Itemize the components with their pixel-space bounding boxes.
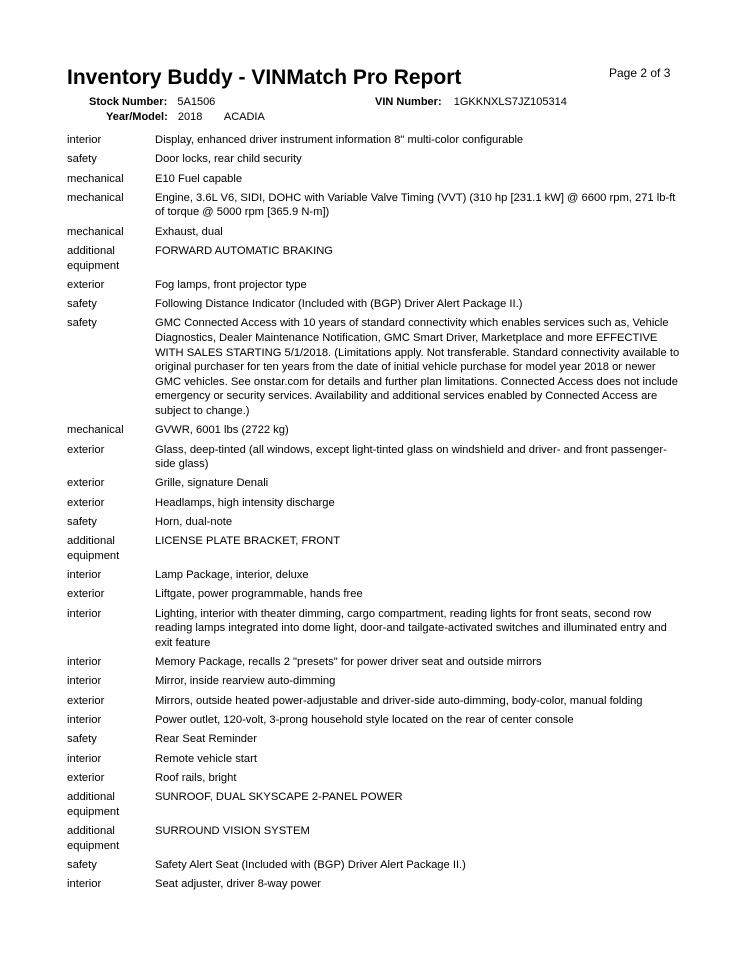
equipment-description: GMC Connected Access with 10 years of standard connectivity which enables services such as, Vehicle Diagnostics, Dealer Maintenance Notification, GMC Smart Driver, Marketplace and more EFFECTIVE WITH SALES STARTING 5/1/2018. (Limitations apply. Not transferable. Standard connectivity available to original purchaser for ten years from the date of initial vehicle purchase for model year 2018 or newer GMC vehicles. See onstar.com for details and further plan limitations. Connected Access does not include emergency or security services. Availability and additional services enabled by Connected Access are subject to change.) (155, 317, 680, 417)
equipment-description: Seat adjuster, driver 8-way power (155, 878, 322, 891)
page-number: Page 2 of 3 (609, 66, 671, 80)
equipment-description: FORWARD AUTOMATIC BRAKING (155, 245, 333, 257)
equipment-row (67, 655, 682, 670)
equipment-description: Rear Seat Reminder (155, 733, 257, 746)
equipment-description: LICENSE PLATE BRACKET, FRONT (155, 535, 341, 548)
equipment-category: safety (67, 317, 97, 330)
equipment-category: mechanical (67, 191, 124, 204)
equipment-row (67, 534, 682, 563)
vin-number-field (375, 95, 567, 109)
equipment-row (67, 713, 682, 728)
equipment-description: Horn, dual-note (155, 516, 233, 528)
equipment-row (67, 877, 682, 892)
equipment-category: interior (67, 878, 102, 891)
equipment-description: E10 Fuel capable (155, 172, 243, 185)
vin-number-label: VIN Number: (375, 96, 442, 108)
equipment-row (67, 824, 682, 853)
equipment-category: additional equipment (67, 825, 120, 852)
vin-number-value: 1GKKNXLS7JZ105314 (453, 96, 567, 108)
equipment-category: exterior (67, 443, 105, 456)
equipment-description: Exhaust, dual (155, 225, 223, 238)
equipment-description: Grille, signature Denali (155, 477, 269, 490)
year-value: 2018 (177, 111, 203, 123)
equipment-description: Mirrors, outside heated power-adjustable and driver-side auto-dimming, body-color, manual folding (155, 694, 643, 707)
equipment-category: additional equipment (67, 535, 120, 562)
equipment-description: Mirror, inside rearview auto-dimming (155, 675, 336, 688)
equipment-list (67, 133, 682, 896)
stock-number-label: Stock Number: (89, 96, 168, 108)
equipment-category: interior (67, 569, 102, 582)
equipment-description: Roof rails, bright (155, 771, 237, 784)
year-model-field (106, 110, 265, 124)
equipment-category: interior (67, 675, 102, 688)
equipment-category: exterior (67, 278, 105, 291)
equipment-description: Following Distance Indicator (Included with (BGP) Driver Alert Package II.) (155, 298, 523, 311)
equipment-row (67, 752, 682, 767)
equipment-row (67, 515, 682, 530)
equipment-category: mechanical (67, 225, 124, 238)
equipment-category: interior (67, 714, 102, 727)
equipment-row (67, 297, 682, 312)
equipment-description: SUNROOF, DUAL SKYSCAPE 2-PANEL POWER (155, 791, 403, 804)
equipment-description: GVWR, 6001 lbs (2722 kg) (155, 424, 289, 437)
equipment-row (67, 858, 682, 873)
equipment-category: exterior (67, 496, 105, 509)
equipment-row (67, 133, 682, 148)
equipment-row (67, 496, 682, 511)
equipment-category: interior (67, 134, 102, 146)
equipment-category: interior (67, 656, 102, 669)
equipment-row (67, 587, 682, 602)
equipment-category: interior (67, 752, 102, 765)
stock-number-value: 5A1506 (177, 96, 216, 108)
equipment-category: exterior (67, 771, 105, 784)
equipment-row (67, 607, 682, 651)
equipment-category: exterior (67, 694, 105, 707)
equipment-row (67, 790, 682, 819)
equipment-row (67, 225, 682, 240)
year-model-label: Year/Model: (106, 111, 168, 123)
equipment-description: Power outlet, 120-volt, 3-prong household style located on the rear of center console (155, 714, 574, 727)
equipment-category: safety (67, 858, 97, 871)
equipment-description: Lamp Package, interior, deluxe (155, 569, 309, 582)
equipment-row (67, 732, 682, 747)
report-title: Inventory Buddy - VINMatch Pro Report (67, 66, 462, 89)
equipment-row (67, 674, 682, 689)
equipment-description: Headlamps, high intensity discharge (155, 496, 335, 509)
equipment-category: additional equipment (67, 791, 120, 818)
equipment-row (67, 191, 682, 220)
equipment-row (67, 244, 682, 273)
model-value: ACADIA (223, 111, 265, 123)
equipment-category: safety (67, 516, 97, 528)
equipment-row (67, 443, 682, 472)
equipment-category: mechanical (67, 172, 124, 185)
equipment-category: exterior (67, 588, 105, 601)
equipment-description: Display, enhanced driver instrument information 8" multi-color configurable (155, 134, 524, 146)
stock-number-field (89, 95, 215, 109)
equipment-description: Remote vehicle start (155, 752, 257, 765)
equipment-category: additional equipment (67, 245, 120, 272)
equipment-description: Lighting, interior with theater dimming, cargo compartment, reading lights for front seats, second row reading lamps integrated into dome light, door-and tailgate-activated switches and illuminated entry and exit feature (155, 607, 667, 649)
equipment-row (67, 316, 682, 418)
equipment-category: safety (67, 298, 97, 311)
equipment-description: Liftgate, power programmable, hands free (155, 588, 363, 601)
equipment-category: mechanical (67, 424, 124, 437)
equipment-row (67, 172, 682, 187)
equipment-row (67, 278, 682, 293)
equipment-row (67, 423, 682, 438)
equipment-category: interior (67, 607, 102, 620)
equipment-row (67, 476, 682, 491)
equipment-row (67, 694, 682, 709)
equipment-category: exterior (67, 477, 105, 490)
equipment-description: Memory Package, recalls 2 "presets" for power driver seat and outside mirrors (155, 656, 542, 669)
equipment-category: safety (67, 153, 97, 166)
equipment-description: Engine, 3.6L V6, SIDI, DOHC with Variable Valve Timing (VVT) (310 hp [231.1 kW] @ 6600 rpm, 271 lb-ft of torque @ 5000 rpm [365.9 N-m]) (155, 191, 676, 219)
equipment-row (67, 152, 682, 167)
equipment-description: Fog lamps, front projector type (155, 278, 307, 291)
equipment-description: Safety Alert Seat (Included with (BGP) Driver Alert Package II.) (155, 858, 466, 871)
equipment-description: SURROUND VISION SYSTEM (155, 825, 310, 838)
equipment-category: safety (67, 733, 97, 746)
equipment-description: Door locks, rear child security (155, 153, 302, 166)
equipment-description: Glass, deep-tinted (all windows, except light-tinted glass on windshield and driver- and front passenger-side glass) (155, 443, 667, 471)
equipment-row (67, 568, 682, 583)
equipment-row (67, 771, 682, 786)
